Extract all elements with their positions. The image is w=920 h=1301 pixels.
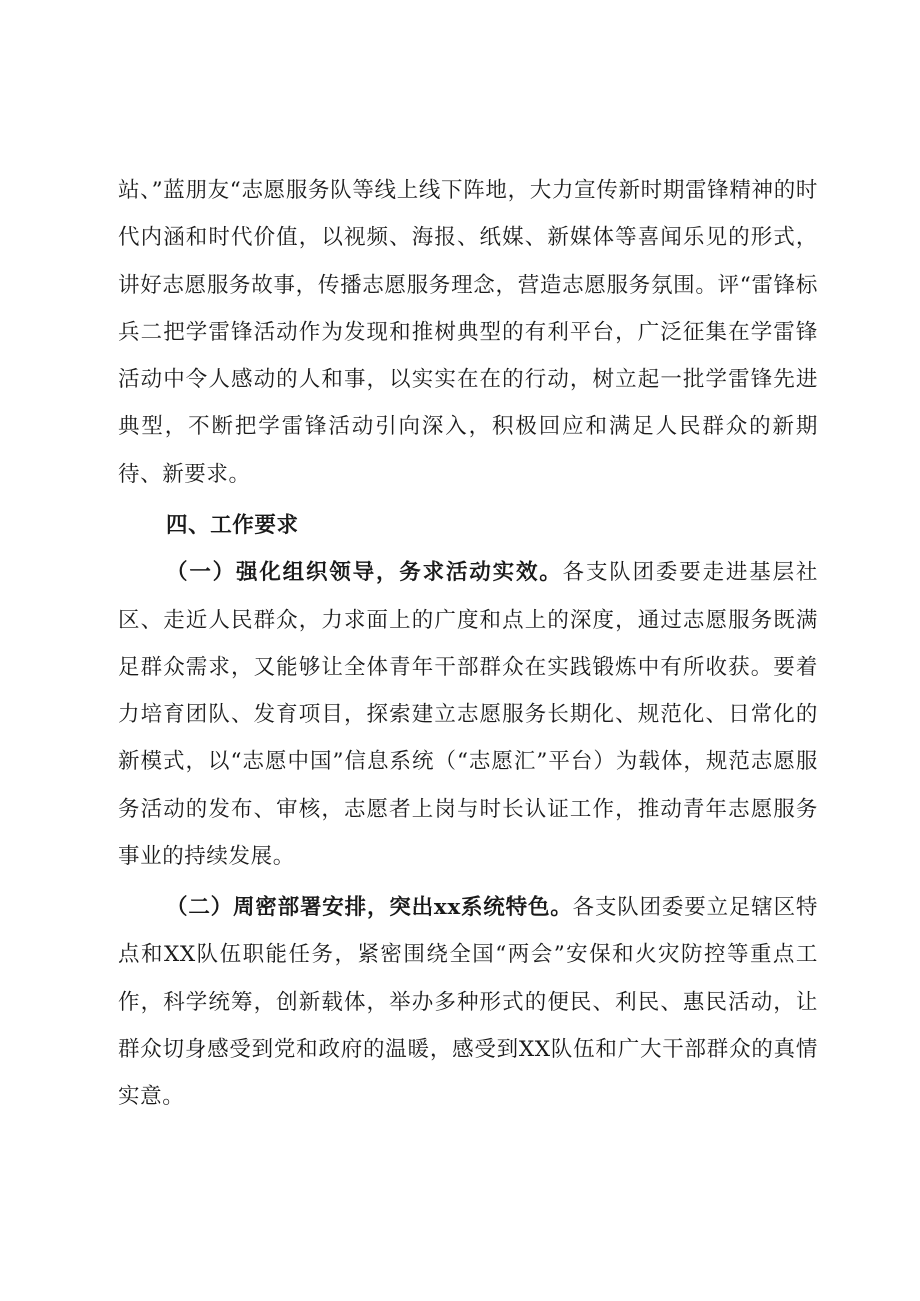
item-2-title: （二）周密部署安排，突出xx系统特色。: [166, 895, 573, 920]
item-1-title: （一）强化组织领导，务求活动实效。: [166, 560, 563, 586]
section-heading: 四、工作要求: [166, 513, 299, 538]
item-2-body: 各支队团委要立足辖区特点和XX队伍职能任务，紧密围绕全国“两会”安保和火灾防控等重点工作，科学统筹，创新载体，举办多种形式的便民、利民、惠民活动，让群众切身感受到党和政府的温暖，感受到XX队伍和广大干部群众的真情实意。: [118, 895, 818, 1110]
paragraph-continued: 站、”蓝朋友“志愿服务队等线上线下阵地，大力宣传新时期雷锋精神的时代内涵和时代价值，以视频、海报、纸媒、新媒体等喜闻乐见的形式，讲好志愿服务故事，传播志愿服务理念，营造志愿服务氛围。评“雷锋标兵二把学雷锋活动作为发现和推树典型的有利平台，广泛征集在学雷锋活动中令人感动的人和事，以实实在在的行动，树立起一批学雷锋先进典型，不断把学雷锋活动引向深入，积极回应和满足人民群众的新期待、新要求。: [118, 178, 818, 487]
item-1-paragraph: [118, 549, 818, 880]
document-body-top: [118, 167, 818, 498]
document-body-middle: [118, 502, 818, 880]
item-1-body: 各支队团委要走进基层社区、走近人民群众，力求面上的广度和点上的深度，通过志愿服务既满足群众需求，又能够让全体青年干部群众在实践锻炼中有所收获。要着力培育团队、发育项目，探索建立志愿服务长期化、规范化、日常化的新模式，以“志愿中国”信息系统（“志愿汇”平台）为载体，规范志愿服务活动的发布、审核，志愿者上岗与时长认证工作，推动青年志愿服务事业的持续发展。: [118, 560, 819, 870]
item-2-paragraph: [118, 884, 818, 1120]
document-body-bottom: [118, 884, 818, 1120]
